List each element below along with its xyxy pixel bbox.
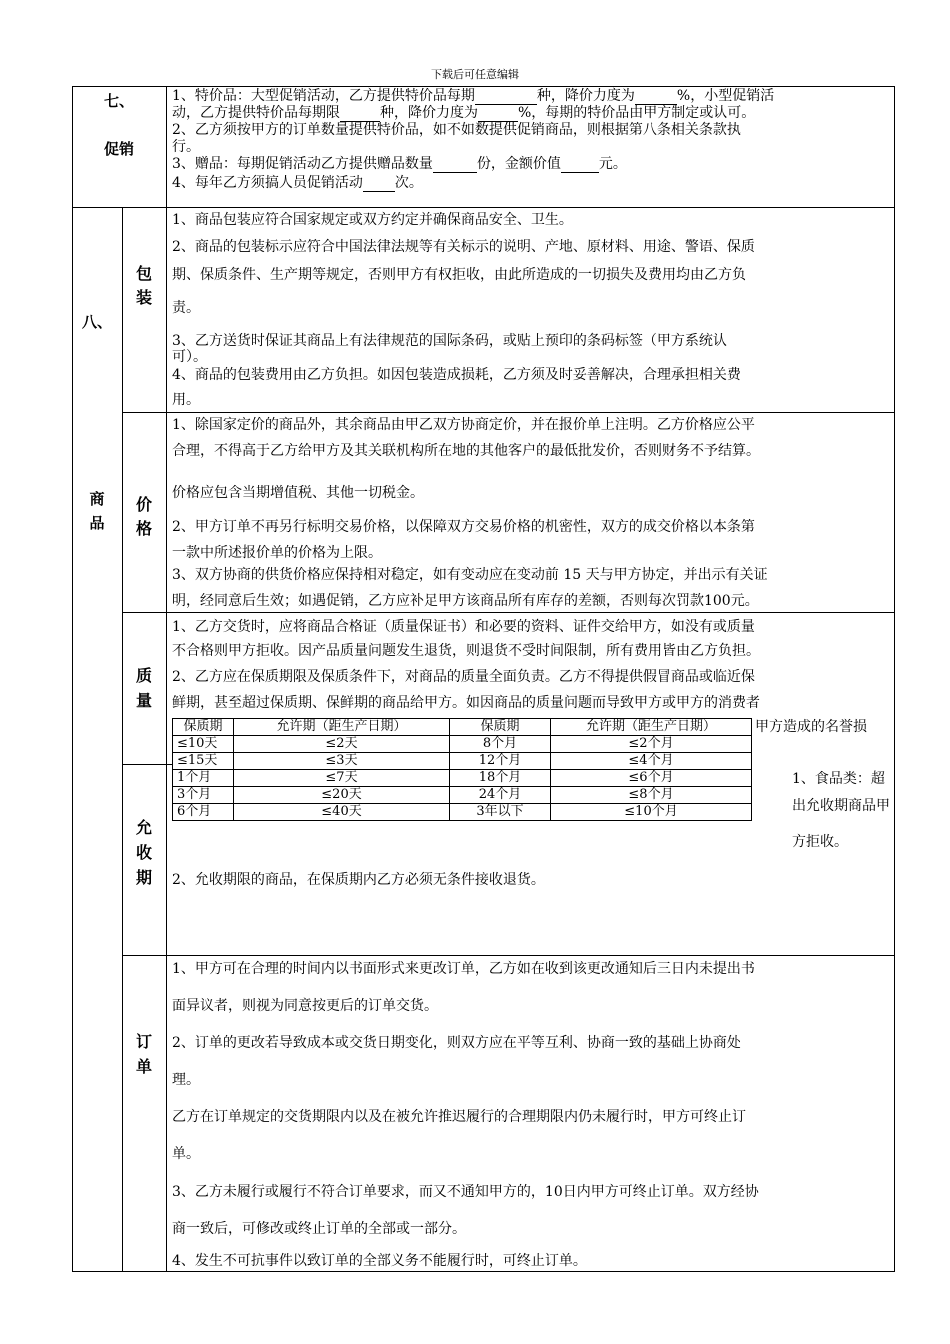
acceptance-period-table	[172, 718, 752, 821]
acceptance-line-2: 2、允收期限的商品，在保质期内乙方必须无条件接收退货。	[172, 872, 545, 888]
packaging-line-5: 3、乙方送货时保证其商品上有法律规范的国际条码，或贴上预印的条码标签（甲方系统认	[172, 333, 727, 349]
header-note: 下载后可任意编辑	[431, 68, 519, 81]
table-cell: 18个月	[450, 770, 551, 787]
header-shelf-life-2: 保质期	[450, 719, 551, 736]
table-cell: ≤8个月	[551, 787, 752, 804]
order-line-5: 乙方在订单规定的交货期限内以及在被允许推迟履行的合理期限内仍未履行时，甲方可终止订	[172, 1109, 746, 1125]
order-line-4: 理。	[172, 1072, 200, 1088]
s7-line-3: 2、乙方须按甲方的订单数量提供特价品，如不如数提供促销商品，则根据第八条相关条款执	[172, 122, 741, 138]
order-line-8: 商一致后，可修改或终止订单的全部或一部分。	[172, 1221, 466, 1237]
acceptance-label-char-1: 允	[135, 818, 152, 837]
table-cell: ≤6个月	[551, 770, 752, 787]
table-cell: 3年以下	[450, 804, 551, 821]
quality-line-1: 1、乙方交货时，应将商品合格证（质量保证书）和必要的资料、证件交给甲方，如没有或质量	[172, 619, 755, 635]
quality-line-2: 不合格则甲方拒收。因产品质量问题发生退货，则退货不受时间限制，所有费用皆由乙方负担。	[172, 643, 760, 659]
section-8-title-char-2: 品	[89, 514, 105, 532]
price-line-5: 一款中所述报价单的价格为上限。	[172, 545, 382, 561]
table-row	[173, 753, 752, 770]
price-line-4: 2、甲方订单不再另行标明交易价格，以保障双方交易价格的机密性，双方的成交价格以本条第	[172, 519, 755, 535]
packaging-line-8: 用。	[172, 392, 200, 408]
packaging-line-4: 责。	[172, 300, 200, 316]
acceptance-side-line-3: 方拒收。	[792, 834, 848, 850]
packaging-label-char-1: 包	[135, 264, 152, 283]
order-line-6: 单。	[172, 1146, 200, 1162]
table-row	[173, 804, 752, 821]
section-7-number: 七、	[103, 92, 134, 110]
quality-line-3: 2、乙方应在保质期限及保质条件下，对商品的质量全面负责。乙方不得提供假冒商品或临近保	[172, 669, 755, 685]
order-line-3: 2、订单的更改若导致成本或交货日期变化，则双方应在平等互利、协商一致的基础上协商处	[172, 1035, 741, 1051]
packaging-line-3: 期、保质条件、生产期等规定，否则甲方有权拒收，由此所造成的一切损失及费用均由乙方负	[172, 267, 746, 283]
price-label-char-2: 格	[135, 519, 152, 538]
packaging-line-7: 4、商品的包装费用由乙方负担。如因包装造成损耗，乙方须及时妥善解决，合理承担相关费	[172, 367, 741, 383]
header-shelf-life: 保质期	[173, 719, 234, 736]
s7-line-4: 行。	[172, 139, 200, 155]
packaging-line-1: 1、商品包装应符合国家规定或双方约定并确保商品安全、卫生。	[172, 212, 573, 228]
table-cell: ≤40天	[234, 804, 450, 821]
price-line-7: 明，经同意后生效；如遇促销，乙方应补足甲方该商品所有库存的差额，否则每次罚款100元。	[172, 593, 759, 609]
order-line-2: 面异议者，则视为同意按更后的订单交货。	[172, 998, 438, 1014]
acceptance-label-char-2: 收	[135, 843, 152, 862]
table-cell: 3个月	[173, 787, 234, 804]
price-label-char-1: 价	[135, 495, 152, 514]
order-line-9: 4、发生不可抗事件以致订单的全部义务不能履行时，可终止订单。	[172, 1253, 587, 1269]
table-row	[173, 787, 752, 804]
section-8-number: 八、	[81, 313, 112, 331]
table-cell: ≤10个月	[551, 804, 752, 821]
table-cell: ≤15天	[173, 753, 234, 770]
s7-line-6: 4、每年乙方须搞人员促销活动 次。	[172, 175, 423, 191]
header-allowed-period-2: 允许期（距生产日期）	[551, 719, 752, 736]
order-label-char-1: 订	[135, 1032, 152, 1051]
s7-line-2: 动，乙方提供特价品每期限 种，降价力度为 %，每期的特价品由甲方制定或认可。	[172, 105, 756, 121]
quality-line-5: 甲方造成的名誉损	[755, 719, 867, 735]
table-cell: ≤3天	[234, 753, 450, 770]
table-row	[173, 736, 752, 753]
table-cell: 6个月	[173, 804, 234, 821]
quality-label-char-2: 量	[135, 691, 152, 710]
acceptance-label-char-3: 期	[135, 868, 152, 887]
order-line-7: 3、乙方未履行或履行不符合订单要求，而又不通知甲方的，10日内甲方可终止订单。双方经协	[172, 1184, 759, 1200]
table-cell: ≤20天	[234, 787, 450, 804]
table-row	[173, 770, 752, 787]
acceptance-side-line-1: 1、食品类：超	[792, 771, 885, 787]
acceptance-side-line-2: 出允收期商品甲	[792, 798, 890, 814]
price-line-6: 3、双方协商的供货价格应保持相对稳定，如有变动应在变动前 15 天与甲方协定，并出示有关证	[172, 567, 768, 583]
price-line-3: 价格应包含当期增值税、其他一切税金。	[172, 485, 424, 501]
price-line-1: 1、除国家定价的商品外，其余商品由甲乙双方协商定价，并在报价单上注明。乙方价格应公平	[172, 417, 755, 433]
quality-line-4: 鲜期，甚至超过保质期、保鲜期的商品给甲方。如因商品的质量问题而导致甲方或甲方的消费者	[172, 695, 760, 711]
packaging-label-char-2: 装	[135, 288, 152, 307]
table-cell: ≤7天	[234, 770, 450, 787]
section-7-title: 促销	[103, 140, 134, 158]
table-cell: 12个月	[450, 753, 551, 770]
order-label-char-2: 单	[135, 1057, 152, 1076]
table-header-row	[173, 719, 752, 736]
header-allowed-period: 允许期（距生产日期）	[234, 719, 450, 736]
table-cell: 8个月	[450, 736, 551, 753]
table-cell: ≤2天	[234, 736, 450, 753]
table-cell: 24个月	[450, 787, 551, 804]
table-cell: ≤10天	[173, 736, 234, 753]
quality-label-char-1: 质	[135, 666, 152, 685]
packaging-line-2: 2、商品的包装标示应符合中国法律法规等有关标示的说明、产地、原材料、用途、警语、保质	[172, 239, 755, 255]
section-8-title-char-1: 商	[89, 490, 105, 508]
table-cell: ≤2个月	[551, 736, 752, 753]
s7-line-5: 3、赠品：每期促销活动乙方提供赠品数量 份，金额价值 元。	[172, 156, 627, 172]
table-cell: ≤4个月	[551, 753, 752, 770]
order-line-1: 1、甲方可在合理的时间内以书面形式来更改订单，乙方如在收到该更改通知后三日内未提出书	[172, 961, 755, 977]
s7-line-1: 1、特价品：大型促销活动，乙方提供特价品每期 种，降价力度为 %，小型促销活	[172, 88, 775, 104]
price-line-2: 合理，不得高于乙方给甲方及其关联机构所在地的其他客户的最低批发价，否则财务不予结算。	[172, 443, 760, 459]
packaging-line-6: 可）。	[172, 349, 207, 365]
table-cell: 1个月	[173, 770, 234, 787]
